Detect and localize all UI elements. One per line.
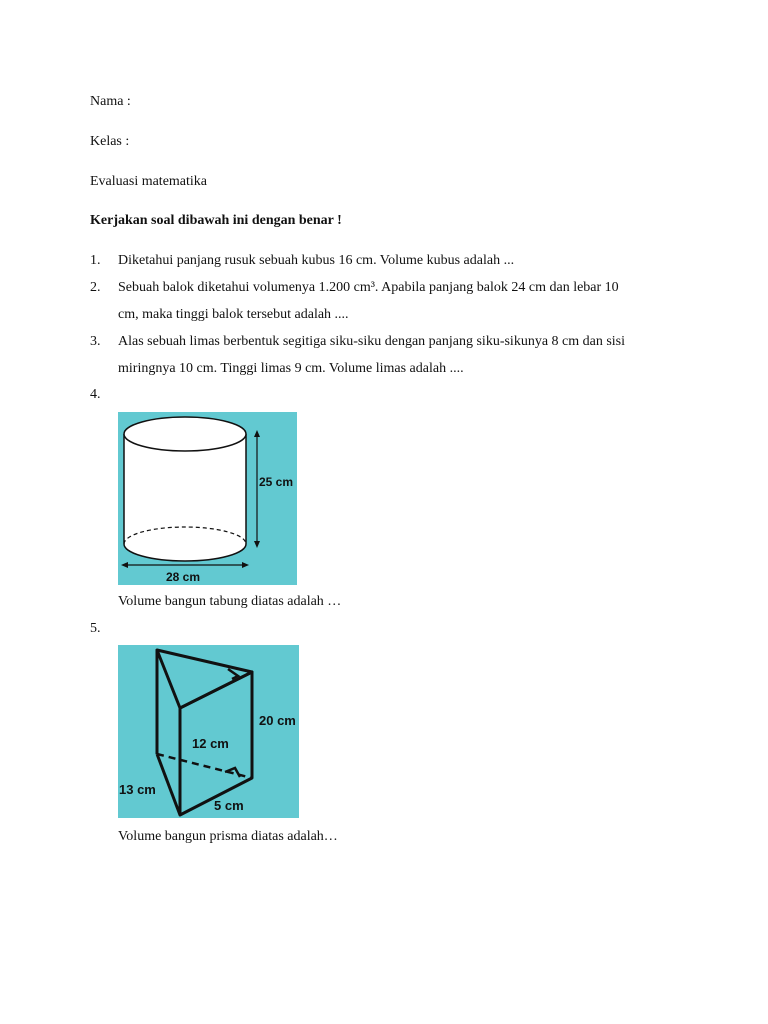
question-5-caption: Volume bangun prisma diatas adalah… (118, 829, 338, 844)
question-4-number: 4. (90, 387, 101, 402)
class-field-label: Kelas : (90, 134, 130, 149)
question-3-number: 3. (90, 334, 101, 349)
question-3-text-line-1: Alas sebuah limas berbentuk segitiga siku-siku dengan panjang siku-sikunya 8 cm dan sisi (118, 334, 626, 349)
prism-bottom-label: 5 cm (214, 798, 244, 813)
question-3-text-line-2: miringnya 10 cm. Tinggi limas 9 cm. Volume limas adalah .... (118, 361, 464, 376)
question-5-number: 5. (90, 621, 101, 636)
cylinder-width-label: 28 cm (166, 570, 201, 584)
prism-inner-edge-label: 12 cm (192, 736, 229, 751)
prism-figure (118, 645, 299, 818)
cylinder-height-label: 25 cm (259, 475, 294, 489)
question-2-number: 2. (90, 280, 101, 295)
instruction-heading: Kerjakan soal dibawah ini dengan benar ! (90, 213, 342, 228)
question-2-text-line-2: cm, maka tinggi balok tersebut adalah .... (118, 307, 349, 322)
name-field-label: Nama : (90, 94, 131, 109)
cylinder-body (124, 434, 246, 561)
subject-title: Evaluasi matematika (90, 174, 208, 189)
prism-height-label: 20 cm (259, 713, 296, 728)
cylinder-top-ellipse (124, 417, 246, 451)
question-1-number: 1. (90, 253, 101, 268)
prism-left-label: 13 cm (119, 782, 156, 797)
question-2-text-line-1: Sebuah balok diketahui volumenya 1.200 cm³. Apabila panjang balok 24 cm dan lebar 10 (118, 280, 619, 295)
question-1-text: Diketahui panjang rusuk sebuah kubus 16 cm. Volume kubus adalah ... (118, 253, 515, 268)
question-4-caption: Volume bangun tabung diatas adalah … (118, 594, 342, 609)
cylinder-figure (118, 412, 297, 585)
